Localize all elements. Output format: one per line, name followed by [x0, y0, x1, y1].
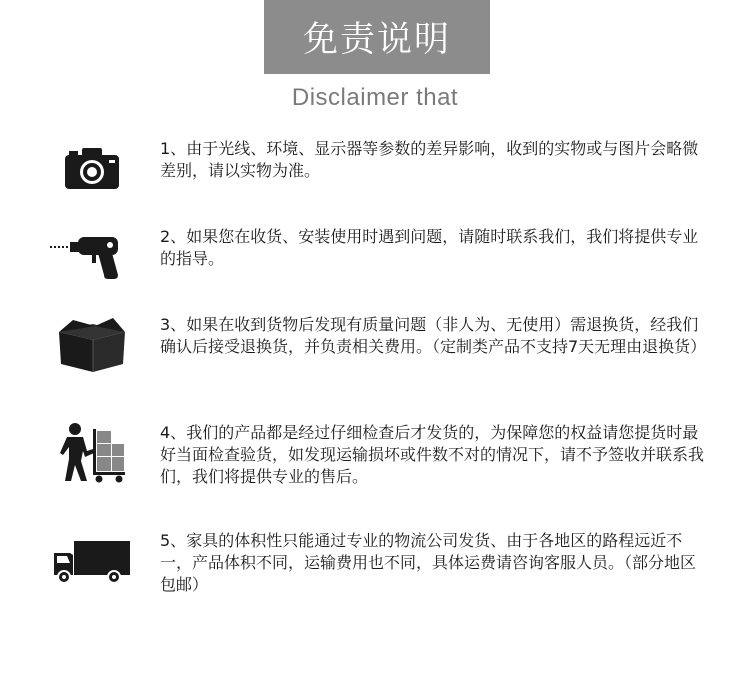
- disclaimer-text-3: [160, 314, 710, 358]
- title-banner: [264, 0, 490, 74]
- delivery-worker-icon: [52, 420, 132, 484]
- box-icon: [52, 312, 132, 376]
- disclaimer-text-5: [160, 530, 710, 596]
- item-index: 5、: [160, 531, 187, 550]
- disclaimer-text-2: [160, 226, 710, 270]
- item-index: 4、: [160, 423, 187, 442]
- item-body: 如果在收到货物后发现有质量问题（非人为、无使用）需退换货，经我们确认后接受退换货，并负责相关费用。（定制类产品不支持7天无理由退换货）: [160, 315, 707, 356]
- camera-icon: [52, 136, 132, 200]
- item-body: 如果您在收货、安装使用时遇到问题，请随时联系我们，我们将提供专业的指导。: [160, 227, 699, 268]
- page-subtitle: Disclaimer that: [291, 84, 459, 111]
- item-body: 家具的体积性只能通过专业的物流公司发货、由于各地区的路程远近不一，产品体积不同，运输费用也不同，具体运费请咨询客服人员。（部分地区包邮）: [160, 531, 697, 594]
- disclaimer-text-1: [160, 138, 710, 182]
- item-index: 1、: [160, 139, 187, 158]
- drill-icon: [48, 224, 128, 288]
- item-index: 3、: [160, 315, 187, 334]
- item-index: 2、: [160, 227, 187, 246]
- page-title: 免责说明: [302, 20, 451, 60]
- item-body: 我们的产品都是经过仔细检查后才发货的，为保障您的权益请您提货时最好当面检查验货，如发现运输损坏或件数不对的情况下，请不予签收并联系我们，我们将提供专业的售后。: [160, 423, 705, 486]
- truck-icon: [52, 530, 132, 594]
- disclaimer-text-4: [160, 422, 710, 488]
- item-body: 由于光线、环境、显示器等参数的差异影响，收到的实物或与图片会略微差别，请以实物为准。: [160, 139, 699, 180]
